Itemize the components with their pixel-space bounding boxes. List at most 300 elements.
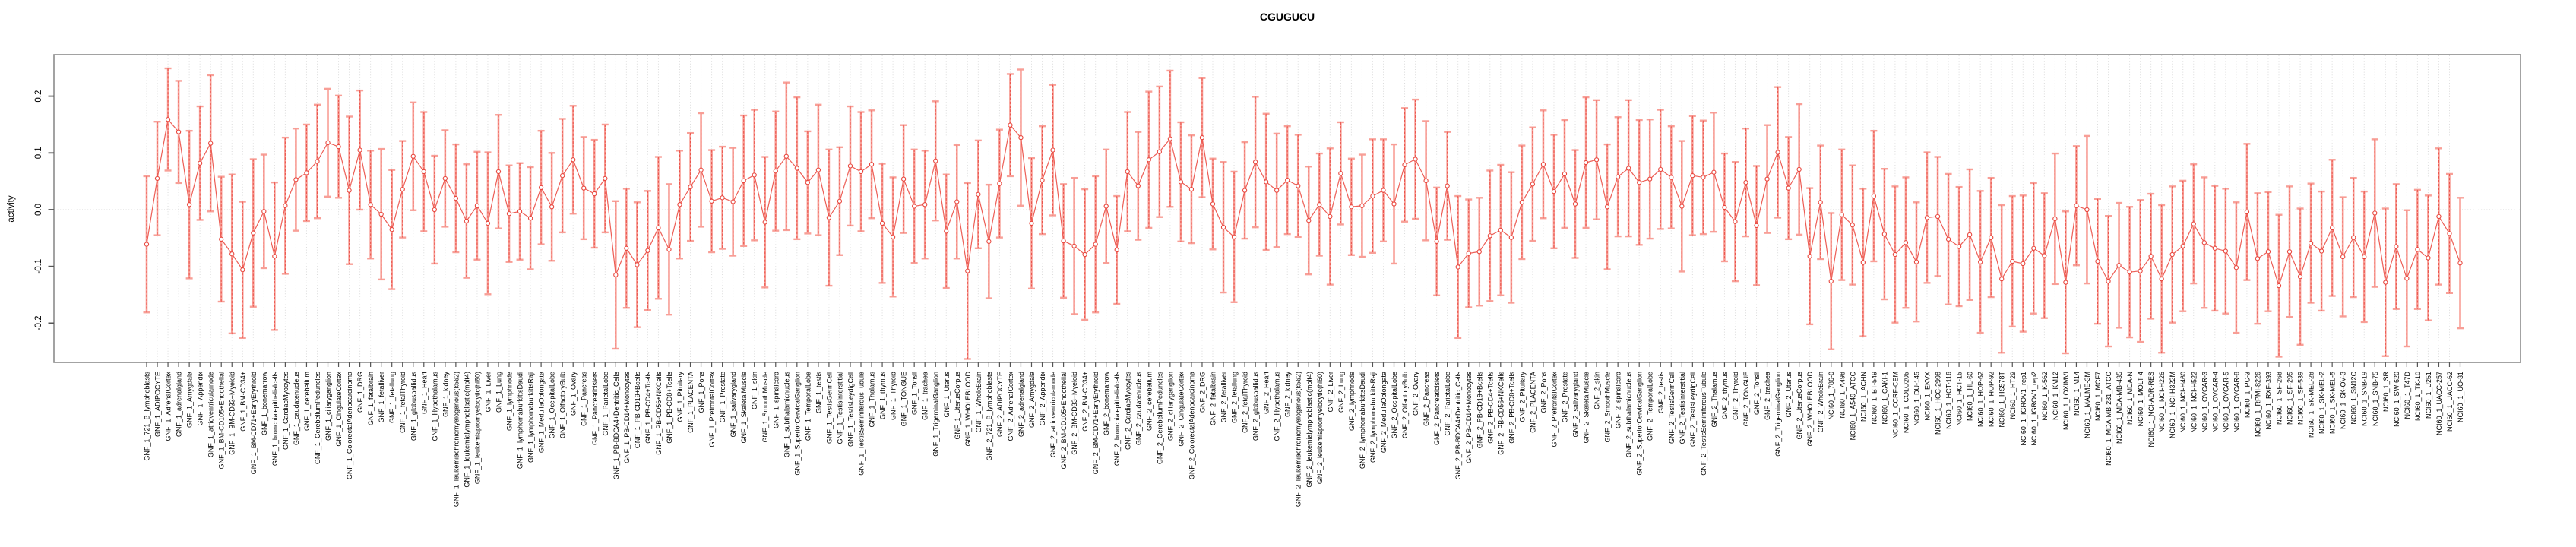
- data-point: [1669, 175, 1673, 179]
- data-point: [2160, 277, 2163, 281]
- x-axis-tick-label: NCI60_1_HCC-2998: [1934, 372, 1942, 435]
- x-axis-tick-label: NCI60_1_ACHN: [1859, 372, 1868, 422]
- data-point: [774, 169, 777, 173]
- data-point: [720, 196, 724, 200]
- x-axis-tick-label: GNF_1_Ovary: [569, 372, 578, 416]
- data-point: [667, 248, 671, 251]
- data-point: [635, 263, 639, 267]
- data-point: [827, 216, 831, 220]
- data-point: [2011, 259, 2014, 263]
- x-axis-tick-label: GNF_2_caudatenucleus: [1135, 372, 1143, 446]
- data-point: [1882, 232, 1886, 236]
- data-point: [1062, 239, 1065, 242]
- data-point: [315, 160, 319, 163]
- x-axis-tick-label: GNF_2_trachea: [1764, 372, 1772, 421]
- x-axis-tick-label: NCI60_1_NCI-H460: [2179, 372, 2188, 433]
- x-axis-tick-label: GNF_1_spinalcord: [772, 372, 780, 429]
- data-point: [646, 248, 650, 252]
- data-point: [976, 192, 980, 196]
- data-point: [923, 203, 927, 207]
- x-axis-tick-label: GNF_2_ADIPOCYTE: [995, 372, 1004, 438]
- data-point: [869, 163, 873, 166]
- data-point: [198, 161, 202, 165]
- x-axis-tick-label: GNF_1_PB-BDCA4+Dentritic_Cells: [612, 372, 620, 480]
- data-point: [2128, 270, 2131, 274]
- data-point: [464, 219, 468, 223]
- data-point: [496, 169, 500, 173]
- x-axis-tick-label: GNF_2_CerebellumPeduncles: [1156, 372, 1164, 465]
- x-axis-tick-label: NCI60_1_SK-MEL-2: [2318, 372, 2326, 435]
- x-axis-tick-label: GNF_2_Pancreaticislets: [1433, 372, 1441, 446]
- x-axis-tick-label: GNF_2_PLACENTA: [1529, 371, 1537, 433]
- data-point: [1371, 194, 1375, 198]
- data-point: [1584, 160, 1587, 164]
- data-point: [2149, 255, 2153, 258]
- x-axis-tick-label: NCI60_1_RPMI-8226: [2254, 372, 2262, 438]
- data-point: [1755, 223, 1758, 227]
- data-point: [902, 177, 906, 181]
- x-axis-tick-label: NCI60_1_IGROV1_rep2: [2030, 372, 2038, 446]
- x-axis-tick-label: NCI60_1_SN12C: [2350, 372, 2358, 425]
- data-point: [422, 169, 426, 173]
- x-axis-tick-label: GNF_1_lymphomaburkittsDaudi: [516, 372, 524, 470]
- x-axis-tick-label: NCI60_1_U251: [2424, 372, 2432, 419]
- x-axis-tick-label: GNF_1_CingulateCortex: [335, 372, 343, 447]
- x-axis-tick-label: GNF_1_leukemiapromyelocytic(hl60): [473, 372, 482, 485]
- data-point: [1541, 163, 1545, 166]
- data-point: [411, 154, 415, 158]
- data-point: [2191, 222, 2195, 226]
- data-point: [1147, 158, 1150, 162]
- x-axis-tick-label: GNF_2_SuperiorCervicalGanglion: [1635, 372, 1644, 476]
- x-axis-tick-label: GNF_1_WholeBrain: [974, 372, 983, 433]
- x-axis-tick-label: GNF_1_bronchialepithelialcells: [271, 372, 279, 466]
- data-point: [347, 188, 351, 192]
- data-point: [1435, 239, 1438, 243]
- data-point: [1019, 136, 1023, 140]
- x-axis-tick-label: GNF_1_PLACENTA: [687, 372, 695, 433]
- data-point: [1200, 136, 1204, 140]
- data-point: [1328, 214, 1332, 218]
- x-axis-tick-label: NCI60_1_TK-10: [2413, 372, 2422, 422]
- data-point: [1914, 260, 1918, 264]
- data-point: [582, 186, 586, 190]
- x-axis-tick-label: NCI60_1_SR: [2381, 372, 2390, 413]
- x-axis-tick-label: GNF_1_Thyroid: [889, 372, 897, 421]
- x-axis-tick-label: GNF_2_spinalcord: [1614, 372, 1622, 429]
- x-axis-tick-label: GNF_2_OlfactoryBulb: [1401, 372, 1410, 439]
- x-axis-tick-label: GNF_2_TestisInterstitial: [1678, 372, 1686, 444]
- data-point: [2223, 249, 2227, 253]
- data-point: [1275, 188, 1279, 192]
- x-axis-tick-label: NCI60_1_SW-620: [2392, 372, 2400, 427]
- x-axis-tick-label: GNF_1_TemporalLobe: [804, 372, 812, 441]
- data-point: [1381, 188, 1385, 192]
- data-point: [1488, 234, 1492, 238]
- x-axis-tick-label: GNF_1_subthalamicnucleus: [783, 372, 791, 458]
- x-axis-tick-label: GNF_2_Thalamus: [1710, 372, 1718, 428]
- data-point: [848, 164, 852, 168]
- x-axis-tick-label: NCI60_1_MDA-N: [2126, 372, 2135, 425]
- y-axis-tick-label: 0.2: [34, 90, 44, 103]
- data-point: [1808, 255, 1812, 258]
- x-axis-tick-label: GNF_1_ciliaryganglion: [324, 372, 333, 441]
- x-axis-tick-label: GNF_2_AdrenalCortex: [1006, 372, 1014, 441]
- x-axis-tick-label: GNF_1_721_B_lymphoblasts: [143, 372, 151, 461]
- y-axis: [34, 90, 54, 331]
- x-axis-tick-label: NCI60_1_OVCAR-8: [2233, 372, 2241, 433]
- data-point: [326, 141, 330, 144]
- x-axis-tick-label: GNF_2_SkeletalMuscle: [1582, 372, 1590, 444]
- x-axis-tick-label: GNF_2_fetalbrain: [1209, 372, 1217, 426]
- data-point: [2331, 226, 2334, 229]
- data-point: [1296, 184, 1300, 188]
- data-point: [540, 185, 543, 189]
- x-axis-tick-label: GNF_2_Uterus: [1785, 372, 1793, 418]
- data-point: [2181, 244, 2185, 248]
- x-axis-tick-label: GNF_1_TestisLeydigCell: [847, 372, 855, 447]
- data-point: [454, 196, 457, 200]
- x-axis-tick-label: NCI60_1_NCI-H522: [2190, 372, 2198, 433]
- x-axis-tick-label: GNF_2_PB-CD4+Tcells: [1486, 372, 1495, 444]
- x-axis-tick-label: GNF_2_WholeBrain: [1817, 372, 1825, 433]
- x-axis-tick-label: GNF_2_SmoothMuscle: [1603, 372, 1612, 443]
- x-axis-tick-label: GNF_2_leukemiapromyelocytic(hl60): [1315, 372, 1324, 485]
- data-point: [1221, 226, 1225, 229]
- data-point: [2064, 280, 2068, 284]
- data-point: [294, 178, 298, 182]
- x-axis-tick-label: GNF_2_WHOLEBLOOD: [1806, 372, 1815, 447]
- x-axis-tick-label: GNF_2_BM-CD34+: [1081, 372, 1090, 432]
- x-axis-tick-label: GNF_2_Pituitary: [1518, 372, 1527, 422]
- data-point: [2021, 261, 2025, 265]
- x-axis-tick-label: NCI60_1_MDA-MB-435: [2116, 372, 2124, 444]
- y-axis-tick-label: -0.2: [34, 315, 43, 331]
- x-axis-tick-label: GNF_1_testis: [815, 372, 823, 414]
- data-point: [1008, 123, 1012, 127]
- x-axis-tick-label: NCI60_1_SF-268: [2275, 372, 2283, 425]
- data-point: [2458, 261, 2462, 265]
- data-point: [1242, 188, 1246, 192]
- data-point: [1552, 189, 1555, 193]
- data-point: [1925, 216, 1929, 220]
- data-point: [1797, 167, 1801, 171]
- data-point: [1467, 251, 1470, 255]
- data-point: [2138, 269, 2142, 273]
- x-axis-tick-label: NCI60_1_HCT-116: [1945, 372, 1953, 429]
- data-point: [710, 199, 714, 203]
- x-axis-tick-label: NCI60_1_SNB-19: [2360, 372, 2369, 427]
- x-axis-tick-label: NCI60_1_SK-OV-3: [2339, 372, 2347, 430]
- data-point: [1318, 203, 1321, 207]
- x-axis-tick-label: NCI60_1_DU-145: [1913, 372, 1921, 426]
- x-axis-tick-label: NCI60_1_NCI-H322M: [2169, 372, 2177, 439]
- x-axis-tick-label: GNF_1_ADIPOCYTE: [153, 372, 162, 438]
- x-axis-tick-label: GNF_2_PB-BDCA4+Dentritic_Cells: [1454, 372, 1463, 480]
- x-axis-tick-label: GNF_1_fetalbrain: [367, 372, 375, 426]
- data-point: [1232, 235, 1236, 239]
- x-axis-tick-label: GNF_1_kidney: [441, 372, 450, 418]
- data-point: [2448, 232, 2451, 236]
- x-axis-tick-label: NCI60_1_KM12: [2051, 372, 2059, 421]
- x-axis-tick-label: GNF_1_TONGUE: [900, 372, 908, 427]
- x-axis-tick-label: GNF_1_cerebellum: [302, 372, 311, 432]
- data-point: [1168, 137, 1172, 141]
- data-point: [1413, 157, 1417, 161]
- x-axis-tick-label: GNF_1_fetalliver: [378, 372, 386, 423]
- x-axis-tick-label: NCI60_1_SF-539: [2296, 372, 2305, 425]
- data-point: [891, 235, 895, 239]
- x-axis-tick-label: GNF_2_lymphomaburkittsRaji: [1369, 372, 1377, 463]
- data-point: [2416, 248, 2419, 251]
- data-point: [1403, 163, 1407, 166]
- data-point: [593, 191, 597, 195]
- data-point: [209, 141, 213, 145]
- x-axis-tick-label: GNF_1_OccipitalLobe: [548, 372, 556, 439]
- x-axis-tick-label: GNF_2_salivarygland: [1571, 372, 1580, 438]
- data-point: [1648, 177, 1652, 181]
- data-point: [262, 210, 266, 213]
- data-point: [614, 273, 618, 277]
- y-axis-tick-label: -0.1: [34, 258, 43, 274]
- x-axis-tick-label: GNF_2_Amygdala: [1027, 372, 1036, 428]
- data-point: [603, 176, 607, 180]
- x-axis-tick-label: NCI60_1_SK-MEL-28: [2307, 372, 2315, 438]
- x-axis-tick-label: NCI60_1_A549_ATCC: [1849, 372, 1857, 441]
- data-point: [2320, 249, 2324, 253]
- data-point: [1872, 194, 1875, 198]
- data-point: [1210, 202, 1214, 206]
- x-axis-tick-label: GNF_1_salivarygland: [729, 372, 738, 438]
- x-axis-tick-label: GNF_2_ciliaryganglion: [1166, 372, 1175, 441]
- data-point: [241, 268, 245, 272]
- data-point: [1627, 166, 1631, 170]
- x-axis-tick-label: GNF_2_fetallung: [1230, 372, 1239, 424]
- data-point: [1979, 260, 1983, 264]
- x-axis-tick-label: NCI60_1_BT-549: [1870, 372, 1878, 425]
- x-axis-tick-label: GNF_1_leukemiachronicmyelogenous(k562): [452, 372, 460, 507]
- x-axis-tick-label: GNF_1_UterusCorpus: [953, 372, 961, 440]
- x-axis-tick-label: GNF_2_bronchialepithelialcells: [1113, 372, 1122, 466]
- x-axis-tick-label: GNF_1_SkeletalMuscle: [740, 371, 748, 444]
- x-axis-tick-label: NCI60_1_IGROV1_rep1: [2019, 372, 2027, 446]
- data-point: [528, 217, 532, 220]
- x-axis-tick-label: GNF_1_BM-CD71+EarlyErythroid: [249, 372, 258, 475]
- x-axis-tick-label: GNF_1_Uterus: [942, 372, 951, 418]
- data-point: [1744, 181, 1748, 185]
- x-axis-tick-label: GNF_2_Pons: [1540, 372, 1548, 413]
- series-line: [147, 119, 2460, 286]
- x-axis-tick-label: GNF_2_Appendix: [1039, 372, 1047, 426]
- data-point: [1445, 184, 1449, 188]
- y-axis-tick-label: 0.0: [34, 204, 43, 216]
- data-point: [1606, 205, 1609, 209]
- data-point: [1594, 158, 1598, 162]
- x-axis-tick-label: GNF_1_thymus: [878, 372, 887, 420]
- x-axis-tick-label: GNF_1_atrioventricularnode: [207, 372, 215, 458]
- data-point: [1189, 188, 1193, 191]
- x-axis-tick-label: NCI60_1_MALME-3M: [2083, 372, 2091, 439]
- x-axis-tick-label: NCI60_1_OVCAR-3: [2201, 372, 2209, 433]
- data-point: [2255, 257, 2259, 261]
- x-axis-tick-label: GNF_1_WHOLEBLOOD: [964, 372, 972, 447]
- x-axis-tick-label: GNF_1_lymphnode: [505, 372, 514, 432]
- data-point: [252, 231, 255, 235]
- data-point: [144, 242, 148, 246]
- x-axis-tick-label: GNF_1_Heart: [420, 372, 429, 415]
- x-axis-tick-label: GNF_2_PrefrontalCortex: [1550, 372, 1559, 447]
- data-point: [795, 166, 799, 170]
- data-point: [155, 176, 159, 180]
- x-axis-tick-label: GNF_2_PB-CD14+Monocytes: [1465, 372, 1473, 463]
- data-point: [2341, 255, 2345, 258]
- data-point: [2384, 280, 2388, 284]
- x-axis-tick-label: GNF_2_DRG: [1198, 372, 1207, 413]
- data-point: [763, 220, 767, 224]
- x-axis-tick-label: GNF_1_Thalamus: [868, 372, 876, 428]
- x-axis-tick-label: NCI60_1_NCI-H226: [2158, 372, 2166, 433]
- data-point: [2373, 211, 2377, 215]
- data-point: [805, 181, 809, 185]
- data-point: [2405, 277, 2409, 280]
- chart-title: CGUGUCU: [1259, 11, 1315, 23]
- data-point: [1691, 174, 1695, 178]
- data-point: [2053, 217, 2057, 220]
- x-axis-tick-label: GNF_2_fetalThyroid: [1241, 372, 1249, 434]
- x-axis-tick-label: GNF_2_testis: [1657, 372, 1665, 414]
- x-axis-tick-label: GNF_1_Prostate: [719, 372, 727, 423]
- x-axis-tick-label: GNF_2_Thyroid: [1731, 372, 1739, 421]
- data-point: [1904, 241, 1907, 245]
- data-point: [283, 204, 287, 207]
- x-axis-tick-label: GNF_1_PB-CD8+Tcells: [665, 372, 673, 444]
- x-axis-tick-label: GNF_2_leukemialymphoblastic(molt4): [1305, 372, 1313, 488]
- x-axis-tick-label: GNF_1_PB-CD56+NKCells: [654, 372, 663, 455]
- x-axis-tick-label: NCI60_1_786-0: [1828, 372, 1836, 420]
- data-point: [1264, 180, 1268, 184]
- data-point: [390, 228, 394, 232]
- data-point: [859, 169, 862, 173]
- data-point: [1616, 175, 1620, 179]
- data-point: [2394, 245, 2398, 248]
- data-point: [1701, 175, 1705, 179]
- x-axis-tick-label: GNF_2_Heart: [1262, 372, 1271, 415]
- data-point: [2000, 277, 2004, 281]
- data-point: [1286, 179, 1290, 182]
- x-axis-tick-label: GNF_1_fetallung: [388, 372, 397, 424]
- data-point: [550, 205, 554, 209]
- x-axis-tick-label: NCI60_1_SF-295: [2286, 372, 2294, 425]
- data-point: [2245, 210, 2248, 213]
- data-point: [955, 200, 959, 204]
- data-point: [657, 226, 660, 229]
- data-point: [699, 168, 703, 172]
- data-point: [1498, 228, 1502, 232]
- data-point: [2426, 256, 2430, 260]
- data-point: [1968, 232, 1972, 236]
- data-point: [1776, 150, 1780, 154]
- data-point: [1786, 186, 1790, 190]
- x-axis-tick-label: GNF_1_fetalThyroid: [399, 372, 407, 434]
- x-axis-tick-label: NCI60_1_MCF7: [2093, 372, 2102, 422]
- x-axis-tick-label: GNF_2_BM-CD33+Myeloid: [1071, 372, 1079, 455]
- data-point: [1946, 237, 1950, 241]
- data-point: [1840, 213, 1843, 217]
- data-point: [1509, 236, 1513, 239]
- data-point: [305, 171, 309, 175]
- x-axis-tick-label: GNF_2_PB-CD8+Tcells: [1508, 371, 1516, 444]
- data-point: [742, 179, 745, 182]
- x-axis-tick-label: GNF_1_Tonsil: [910, 372, 919, 416]
- x-axis-tick-label: GNF_2_ColorectalAdenocarcinoma: [1188, 372, 1196, 480]
- data-point: [337, 144, 340, 148]
- x-axis-tick-label: GNF_1_TestisSeminiferousTubule: [857, 372, 866, 476]
- x-axis-tick-label: GNF_2_Prostate: [1561, 372, 1569, 423]
- data-point: [752, 173, 756, 177]
- data-point: [273, 255, 277, 258]
- data-point: [517, 210, 521, 213]
- x-axis-tick-label: GNF_1_DRG: [356, 371, 365, 413]
- x-axis-tick-label: GNF_2_subthalamicnucleus: [1625, 372, 1633, 458]
- x-axis-tick-label: GNF_1_CerebellumPeduncles: [313, 371, 321, 465]
- x-axis-tick-label: NCI60_1_CAKI-1: [1881, 372, 1889, 425]
- data-point: [1957, 245, 1961, 248]
- data-point: [1093, 242, 1097, 246]
- x-axis-tick-label: NCI60_1_M14: [2072, 372, 2081, 416]
- x-axis-tick-label: GNF_2_thymus: [1720, 372, 1729, 420]
- data-point: [379, 212, 383, 216]
- data-point: [443, 176, 447, 180]
- data-point: [2085, 207, 2089, 211]
- x-axis-tick-label: GNF_1_Amygdala: [185, 372, 194, 428]
- x-axis-tick-label: NCI60_1_HT29: [2008, 372, 2017, 419]
- data-point: [945, 229, 948, 233]
- x-axis-tick-label: GNF_1_skin: [751, 371, 759, 410]
- data-point: [176, 130, 180, 134]
- data-point: [400, 188, 404, 191]
- x-axis-tick-label: GNF_2_kidney: [1283, 372, 1292, 418]
- x-axis-tick-label: GNF_1_OlfactoryBulb: [559, 372, 567, 439]
- data-point: [2202, 241, 2206, 245]
- data-point: [1030, 221, 1033, 225]
- x-axis-tick-label: GNF_1_MedullaOblongata: [537, 372, 546, 454]
- data-point: [1350, 205, 1353, 209]
- data-point: [2170, 252, 2174, 256]
- x-axis-tick-label: GNF_2_TestisLeydigCell: [1688, 372, 1697, 447]
- data-point: [2106, 280, 2110, 283]
- data-marks-layer: [144, 68, 2464, 359]
- x-axis-tick-label: GNF_2_Pancreas: [1422, 372, 1431, 427]
- data-point: [1712, 170, 1716, 174]
- x-axis-tick-label: GNF_1_BM-CD105+Endothelial: [217, 372, 226, 470]
- data-point: [1562, 172, 1566, 175]
- x-axis-tick-label: NCI60_1_HS578T: [1998, 372, 2006, 428]
- x-axis-tick-label: GNF_1_trachea: [921, 372, 929, 421]
- x-axis-tick-label: GNF_1_ColorectalAdenocarcinoma: [346, 372, 354, 480]
- x-axis-tick-label: GNF_2_CardiacMyocytes: [1124, 372, 1132, 451]
- data-point: [1157, 150, 1161, 153]
- data-point: [2277, 283, 2280, 287]
- x-axis-tick-label: NCI60_1_NCI-ADR-RES: [2147, 372, 2156, 447]
- x-axis-tick-label: GNF_1_AdrenalCortex: [164, 372, 172, 441]
- data-point: [1307, 219, 1311, 223]
- x-axis-tick-label: NCI60_1_K-562: [2040, 372, 2049, 421]
- x-axis-tick-label: NCI60_1_MDA-MB-231_ATCC: [2105, 372, 2113, 466]
- data-point: [2043, 254, 2046, 258]
- y-axis-title: activity: [7, 195, 16, 223]
- x-axis-tick-label: GNF_2_cerebellum: [1145, 372, 1154, 432]
- data-point: [1104, 204, 1108, 208]
